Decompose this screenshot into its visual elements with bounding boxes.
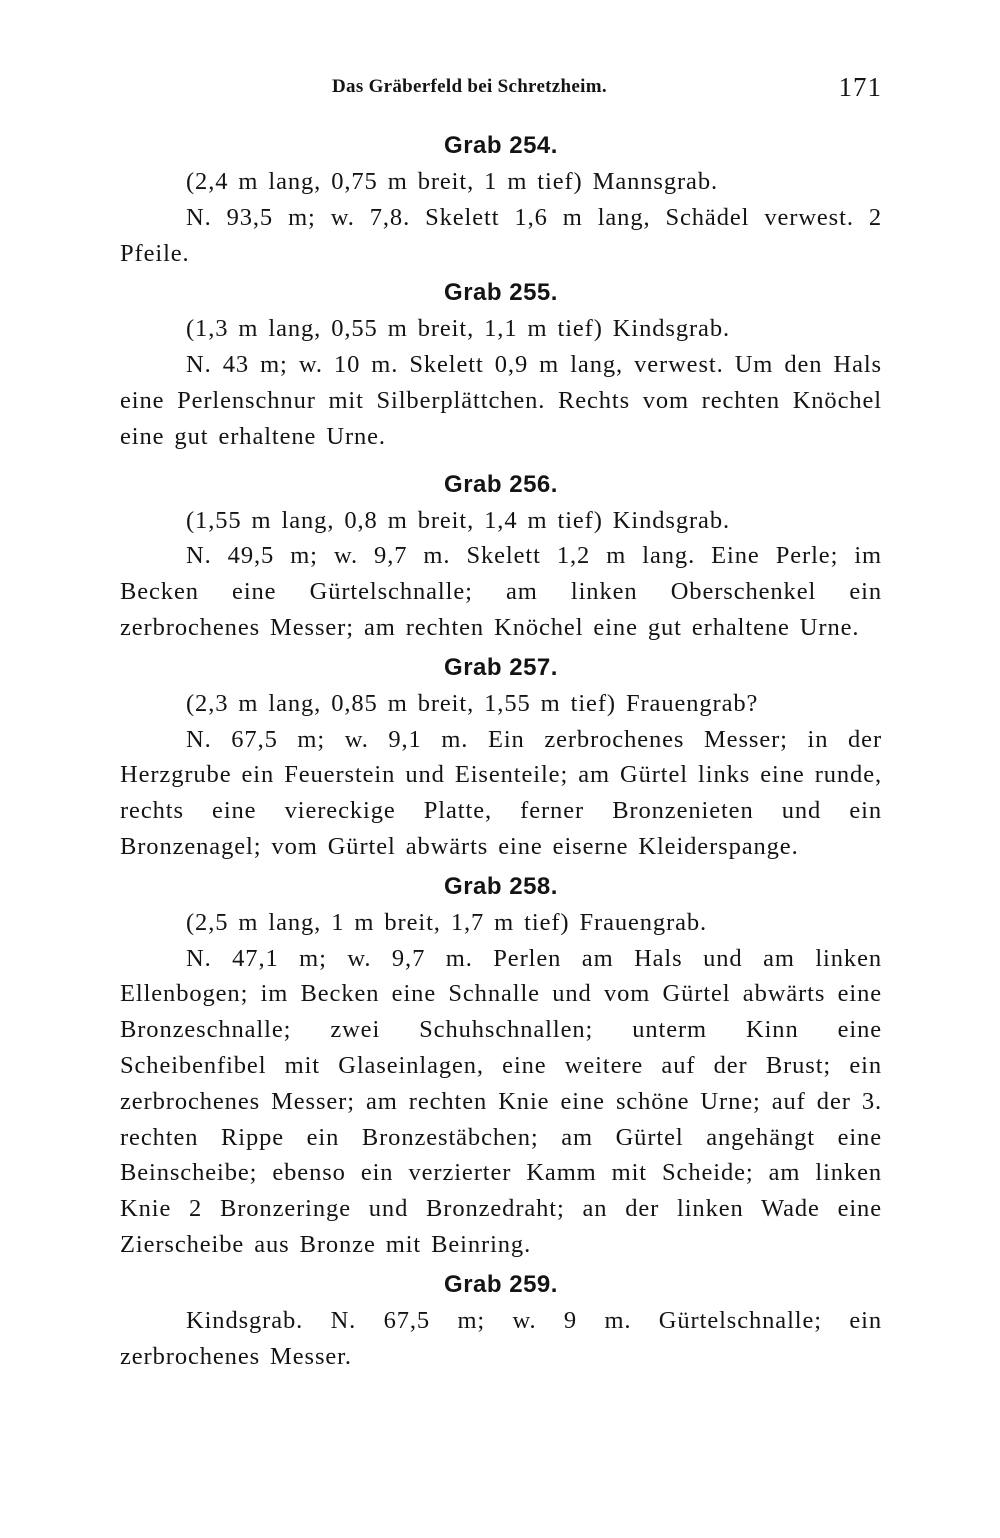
- grave-description: N. 47,1 m; w. 9,7 m. Perlen am Hals und am linken Ellenbogen; im Becken eine Schnalle und vom Gürtel abwärts eine Bronzeschnalle; zwei Schuhschnallen; unterm Kinn eine Scheibenfibel mit Glaseinlagen, eine weitere auf der Brust; ein zerbrochenes Messer; am rechten Knie eine schöne Urne; auf der 3. rechten Rippe ein Bronzestäbchen; am Gürtel angehängt eine Beinscheibe; ebenso ein verzierter Kamm mit Scheide; am linken Knie 2 Bronzeringe und Bronzedraht; an der linken Wade eine Zierscheibe aus Bronze mit Beinring.: [120, 944, 882, 1258]
- grave-dimensions: (2,5 m lang, 1 m breit, 1,7 m tief) Frauengrab.: [186, 908, 708, 936]
- grave-description: N. 93,5 m; w. 7,8. Skelett 1,6 m lang, Schädel verwest. 2 Pfeile.: [120, 203, 882, 267]
- body-text: [120, 128, 882, 1374]
- grave-description: Kindsgrab. N. 67,5 m; w. 9 m. Gürtelschnalle; ein zerbrochenes Messer.: [120, 1306, 882, 1370]
- grave-dimensions: (1,55 m lang, 0,8 m breit, 1,4 m tief) Kindsgrab.: [186, 506, 731, 534]
- grave-title: Grab 255.: [444, 279, 558, 307]
- grave-entry-258: [120, 869, 882, 1263]
- grave-dimensions: (2,4 m lang, 0,75 m breit, 1 m tief) Mannsgrab.: [186, 168, 718, 195]
- grave-dimensions: (2,3 m lang, 0,85 m breit, 1,55 m tief) Frauengrab?: [186, 689, 759, 717]
- grave-dimensions: (1,3 m lang, 0,55 m breit, 1,1 m tief) Kindsgrab.: [186, 315, 731, 343]
- grave-entry-254: [120, 128, 882, 271]
- running-head: [120, 72, 882, 106]
- grave-title: Grab 257.: [444, 653, 558, 681]
- page-number: 171: [838, 72, 882, 102]
- grave-entry-255: [120, 275, 882, 454]
- grave-title: Grab 258.: [444, 872, 558, 900]
- grave-title: Grab 256.: [444, 470, 558, 498]
- grave-title: Grab 254.: [444, 132, 558, 159]
- grave-entry-259: [120, 1267, 882, 1375]
- grave-description: N. 43 m; w. 10 m. Skelett 0,9 m lang, verwest. Um den Hals eine Perlenschnur mit Silberplättchen. Rechts vom rechten Knöchel eine gut erhaltene Urne.: [120, 351, 882, 450]
- grave-entry-257: [120, 650, 882, 865]
- grave-title: Grab 259.: [444, 1270, 558, 1298]
- grave-entry-256: [120, 467, 882, 646]
- running-title: Das Gräberfeld bei Schretzheim.: [332, 76, 607, 97]
- grave-description: N. 67,5 m; w. 9,1 m. Ein zerbrochenes Messer; in der Herzgrube ein Feuerstein und Eisenteile; am Gürtel links eine runde, rechts eine viereckige Platte, ferner Bronzenieten und ein Bronzenagel; vom Gürtel abwärts eine eiserne Kleiderspange.: [120, 725, 882, 860]
- grave-description: N. 49,5 m; w. 9,7 m. Skelett 1,2 m lang. Eine Perle; im Becken eine Gürtelschnalle; am linken Oberschenkel ein zerbrochenes Messer; am rechten Knöchel eine gut erhaltene Urne.: [120, 542, 882, 641]
